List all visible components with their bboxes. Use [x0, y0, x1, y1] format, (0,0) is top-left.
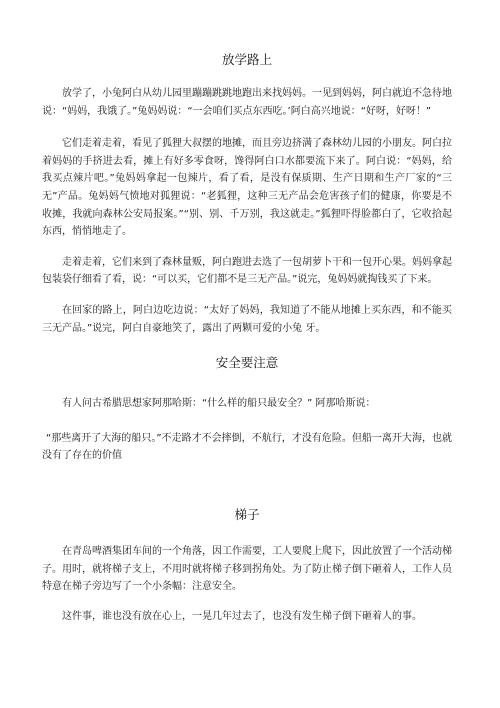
paragraph: 它们走着走着，看见了狐狸大叔摆的地摊，而且旁边挤满了森林幼儿园的小朋友。阿白拉着妈妈的手挤进去看，摊上有好多零食呀，馋得阿白口水都要流下来了。阿白说：“妈妈，给我买点辣片吧。”兔妈妈拿起一包辣片，看了看，是没有保质期、生产日期和生产厂家的“三无”产品。兔妈妈气愤地对狐狸说：“老狐狸，这种三无产品会危害孩子们的健康，你要是不收摊，我就向森林公安局报案。”“别、别、千万别，我这就走。”狐狸吓得脸都白了，它收拾起东西，悄悄地走了。 — [42, 138, 452, 238]
paragraph: 有人问古希腊思想家阿那哈斯：“什么样的船只最安全？” 阿那哈斯说： — [62, 398, 376, 410]
paragraph: 在青岛啤酒集团车间的一个角落，因工作需要，工人要爬上爬下，因此放置了一个活动梯子。用时，就将梯子支上，不用时就将梯子移到拐角处。为了防止梯子倒下砸着人，工作人员特意在梯子旁边写了一个小条幅：注意安全。 — [42, 545, 452, 593]
paragraph: 在回家的路上，阿白边吃边说：“太好了妈妈，我知道了不能从地摊上买东西，和不能买三无产品。”说完，阿白自豪地笑了，露出了两颗可爱的小兔 牙。 — [42, 304, 452, 334]
section-title: 安全要注意 — [215, 355, 279, 371]
paragraph: 放学了，小兔阿白从幼儿园里蹦蹦跳跳地跑出来找妈妈。一见到妈妈，阿白就迫不急待地说：“妈妈，我饿了。”兔妈妈说：“一会咱们买点东西吃。’阿白高兴地说：“好呀，好呀！” — [42, 88, 452, 117]
section-title: 放学路上 — [221, 52, 272, 67]
paragraph: 走着走着，它们来到了森林量贩，阿白跑进去选了一包胡萝卜干和一包开心果。妈妈拿起包装袋仔细看了看，说：“可以买，它们都不是三无产品。”说完，兔妈妈就掏钱买了下来。 — [42, 256, 452, 286]
paragraph: “那些离开了大海的船只。”不走路才不会摔倒，不航行，才没有危险。但船一离开大海，也就没有了存在的价值 — [42, 432, 452, 462]
paragraph: 这件事，谁也没有放在心上，一晃几年过去了，也没有发生梯子倒下砸着人的事。 — [62, 610, 422, 622]
section-title: 梯子 — [234, 506, 260, 522]
